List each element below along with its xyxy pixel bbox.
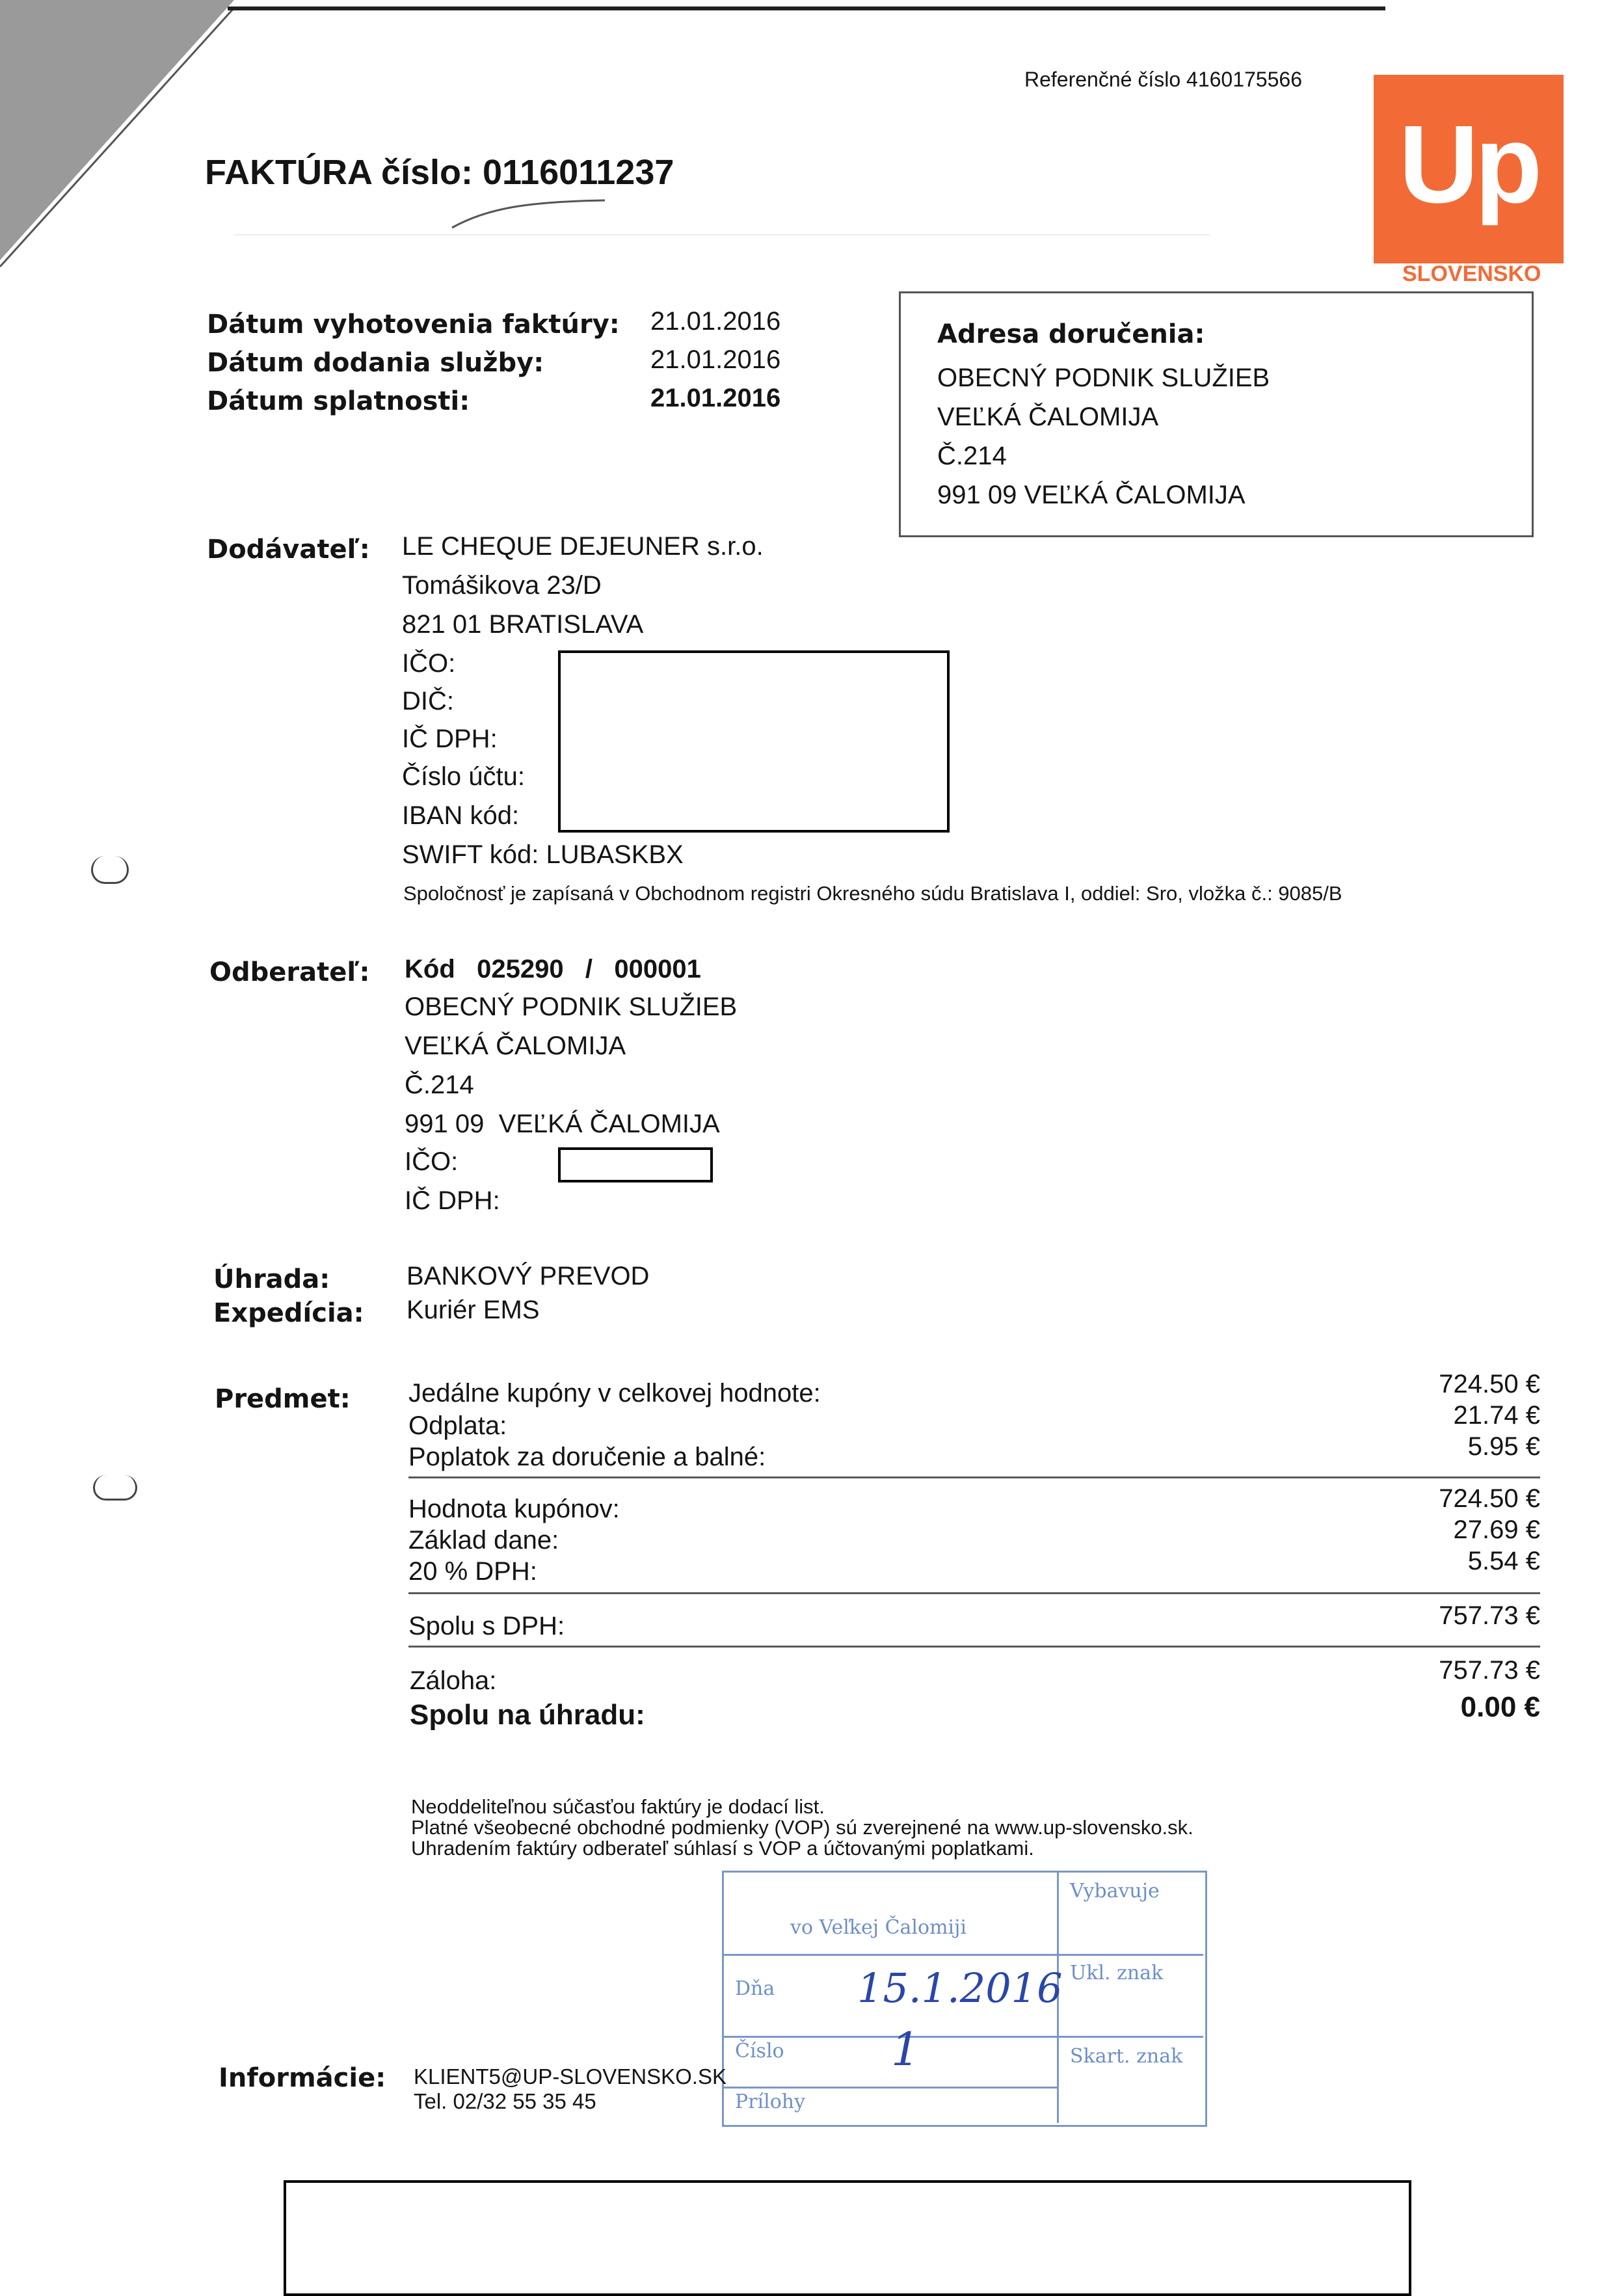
- customer-address-line: VEĽKÁ ČALOMIJA: [405, 1032, 626, 1060]
- amount-due-value: 0.00 €: [1460, 1691, 1540, 1723]
- customer-code: Kód 025290 / 000001: [405, 955, 701, 983]
- summary-amount: 5.54 €: [1467, 1547, 1540, 1575]
- due-date-label: Dátum splatnosti:: [207, 386, 470, 416]
- supplier-ico: IČO:: [402, 649, 456, 678]
- handwritten-number: 1: [891, 2023, 920, 2076]
- bleed-through-line: [234, 195, 1210, 235]
- total-label: Spolu s DPH:: [408, 1612, 565, 1640]
- supplier-name: LE CHEQUE DEJEUNER s.r.o.: [402, 532, 764, 561]
- issue-date-label: Dátum vyhotovenia faktúry:: [207, 310, 620, 340]
- customer-name: OBECNÝ PODNIK SLUŽIEB: [405, 993, 738, 1021]
- supplier-swift: SWIFT kód: LUBASKBX: [402, 840, 684, 869]
- up-logo: [1374, 75, 1564, 263]
- logo-text: Up: [1398, 103, 1539, 226]
- stamp-filing-label: Ukl. znak: [1070, 1962, 1164, 1984]
- line-item-amount: 21.74 €: [1453, 1401, 1540, 1430]
- top-edge-line: [228, 7, 1385, 10]
- supplier-dic: DIČ:: [402, 687, 454, 715]
- punch-hole: [93, 1475, 137, 1501]
- customer-label: Odberateľ:: [209, 957, 370, 987]
- expedition-label: Expedícia:: [213, 1298, 364, 1328]
- note-line: Uhradením faktúry odberateľ súhlasí s VOP a účtovanými poplatkami.: [411, 1837, 1034, 1860]
- redaction-box: [284, 2180, 1411, 2296]
- summary-amount: 27.69 €: [1453, 1515, 1540, 1544]
- invoice-title: FAKTÚRA číslo: 0116011237: [205, 153, 674, 192]
- note-line: Neoddeliteľnou súčasťou faktúry je dodací list.: [411, 1795, 825, 1818]
- delivery-date-value: 21.01.2016: [650, 345, 781, 374]
- supplier-iban: IBAN kód:: [402, 801, 520, 830]
- summary-amount: 724.50 €: [1439, 1484, 1540, 1513]
- customer-address-line: 991 09 VEĽKÁ ČALOMIJA: [405, 1110, 720, 1138]
- supplier-account: Číslo účtu:: [402, 762, 525, 791]
- signature-scribble: [449, 195, 644, 234]
- stamp-number-label: Číslo: [735, 2040, 784, 2062]
- divider: [408, 1592, 1540, 1594]
- stamp-date-label: Dňa: [735, 1977, 775, 2000]
- due-date-value: 21.01.2016: [650, 384, 781, 412]
- deposit-label: Záloha:: [410, 1666, 497, 1695]
- info-phone: Tel. 02/32 55 35 45: [414, 2089, 596, 2113]
- supplier-ic-dph: IČ DPH:: [402, 725, 498, 753]
- stamp-divider: [722, 1954, 1203, 1956]
- handwritten-date: 15.1.2016: [857, 1964, 1063, 2012]
- supplier-registry: Spoločnosť je zapísaná v Obchodnom registri Okresného súdu Bratislava I, oddiel: Sro, vložka č.: 9085/B: [403, 882, 1342, 905]
- info-email: KLIENT5@UP-SLOVENSKO.SK: [414, 2064, 727, 2089]
- line-item-desc: Odplata:: [408, 1411, 507, 1440]
- delivery-address-line: OBECNÝ PODNIK SLUŽIEB: [937, 364, 1270, 392]
- supplier-city: 821 01 BRATISLAVA: [402, 610, 644, 639]
- summary-desc: Hodnota kupónov:: [408, 1495, 620, 1523]
- stamp-attachments-label: Prílohy: [735, 2090, 806, 2113]
- folded-corner: [0, 0, 247, 273]
- divider: [408, 1476, 1540, 1478]
- delivery-address-line: Č.214: [937, 442, 1007, 470]
- summary-desc: 20 % DPH:: [408, 1557, 537, 1586]
- payment-value: BANKOVÝ PREVOD: [407, 1262, 650, 1290]
- customer-ico: IČO:: [405, 1147, 459, 1176]
- note-line: Platné všeobecné obchodné podmienky (VOP) sú zverejnené na www.up-slovensko.sk.: [411, 1816, 1193, 1839]
- line-item-desc: Poplatok za doručenie a balné:: [408, 1443, 766, 1471]
- total-value: 757.73 €: [1439, 1601, 1540, 1630]
- amount-due-label: Spolu na úhradu:: [410, 1699, 645, 1731]
- stamp-divider: [722, 2036, 1203, 2038]
- payment-label: Úhrada:: [213, 1264, 330, 1294]
- delivery-address-line: VEĽKÁ ČALOMIJA: [937, 403, 1159, 431]
- info-label: Informácie:: [219, 2063, 386, 2093]
- stamp-divider: [722, 2087, 1057, 2089]
- deposit-value: 757.73 €: [1439, 1656, 1540, 1685]
- subject-label: Predmet:: [215, 1384, 351, 1414]
- logo-country: SLOVENSKO: [1402, 261, 1541, 286]
- stamp-handles-label: Vybavuje: [1070, 1880, 1160, 1902]
- punch-hole: [91, 856, 129, 884]
- delivery-address-box: [899, 291, 1534, 537]
- reference-number: Referenčné číslo 4160175566: [1024, 68, 1302, 91]
- divider: [408, 1646, 1540, 1648]
- supplier-label: Dodávateľ:: [207, 535, 370, 565]
- delivery-address-label: Adresa doručenia:: [937, 319, 1205, 349]
- line-item-desc: Jedálne kupóny v celkovej hodnote:: [408, 1379, 821, 1408]
- customer-ic-dph: IČ DPH:: [405, 1186, 500, 1215]
- stamp-town: vo Veľkej Čalomiji: [790, 1916, 967, 1939]
- summary-desc: Základ dane:: [408, 1526, 559, 1555]
- delivery-date-label: Dátum dodania služby:: [207, 348, 544, 378]
- line-item-amount: 5.95 €: [1467, 1432, 1540, 1461]
- supplier-street: Tomášikova 23/D: [402, 571, 602, 600]
- customer-address-line: Č.214: [405, 1071, 474, 1099]
- redaction-box: [558, 1147, 713, 1182]
- stamp-shred-label: Skart. znak: [1070, 2045, 1183, 2068]
- line-item-amount: 724.50 €: [1439, 1370, 1540, 1398]
- expedition-value: Kuriér EMS: [407, 1296, 540, 1324]
- delivery-address-line: 991 09 VEĽKÁ ČALOMIJA: [937, 481, 1246, 509]
- redaction-box: [558, 650, 950, 833]
- issue-date-value: 21.01.2016: [650, 307, 781, 336]
